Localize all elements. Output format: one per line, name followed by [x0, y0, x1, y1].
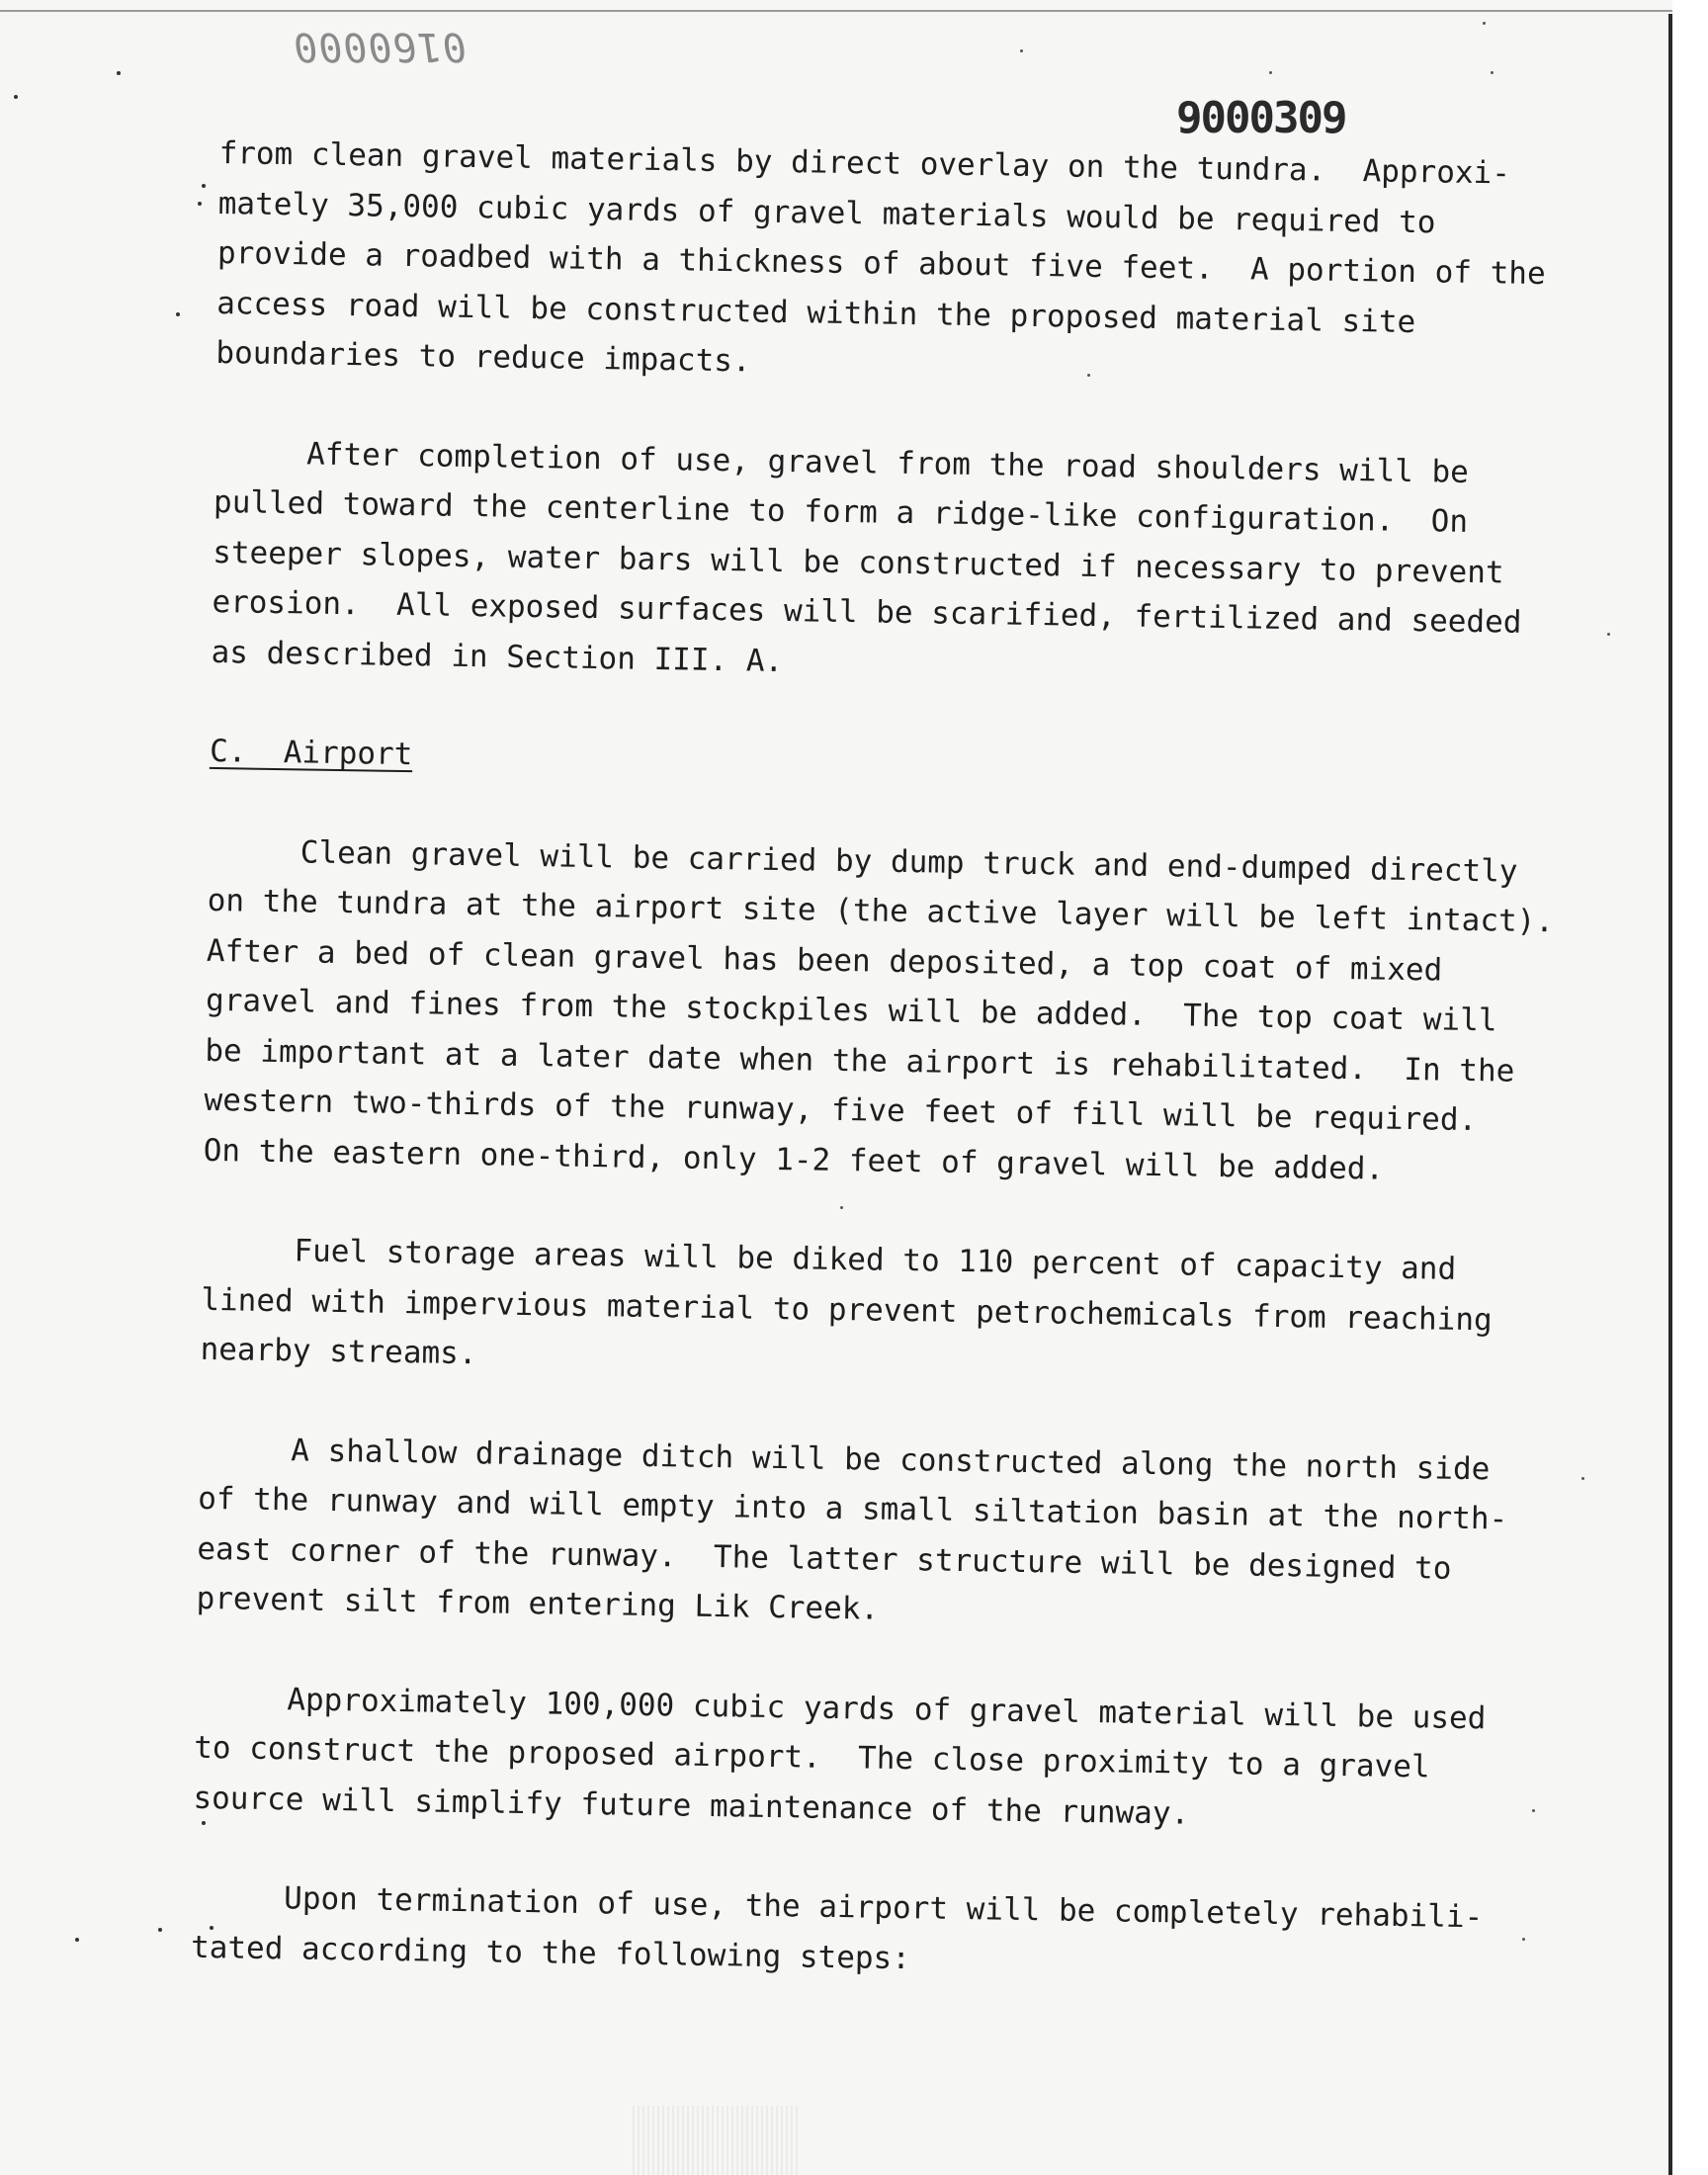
text-line: of the runway and will empty into a small siltation basin at the north-: [197, 1480, 1508, 1537]
text-line: tated according to the following steps:: [190, 1929, 911, 1976]
text-line: After completion of use, gravel from the road shoulders will be: [214, 434, 1470, 490]
scan-speck: [1581, 1477, 1584, 1480]
text-line: mately 35,000 cubic yards of gravel materials would be required to: [217, 185, 1436, 240]
termination-paragraph: [190, 1872, 1484, 1992]
text-line: access road will be constructed within the proposed material site: [215, 285, 1416, 340]
text-line: Clean gravel will be carried by dump truck and end-dumped directly: [208, 832, 1518, 890]
scan-speck: [202, 184, 206, 188]
text-line: from clean gravel materials by direct overlay on the tundra. Approxi-: [218, 134, 1511, 192]
scan-speck: [1020, 49, 1023, 52]
opening-paragraph: [215, 129, 1546, 398]
text-line: erosion. All exposed surfaces will be scarified, fertilized and seeded: [212, 583, 1522, 641]
scan-speck: [1532, 1809, 1535, 1812]
text-line: A shallow drainage ditch will be constructed along the north side: [198, 1431, 1491, 1487]
scanner-background: [1672, 0, 1708, 2175]
airport-gravel-paragraph: [203, 826, 1555, 1195]
text-line: provide a roadbed with a thickness of about five feet. A portion of the: [216, 234, 1546, 293]
text-line: on the tundra at the airport site (the active layer will be left intact).: [207, 882, 1555, 940]
scan-speck: [14, 95, 18, 99]
page-top-edge: [0, 10, 1672, 12]
text-line: lined with impervious material to prevent petrochemicals from reaching: [201, 1281, 1493, 1338]
text-line: Approximately 100,000 cubic yards of gravel material will be used: [194, 1680, 1487, 1736]
text-line: nearby streams.: [200, 1331, 477, 1372]
text-line: gravel and fines from the stockpiles will be added. The top coat will: [205, 982, 1497, 1039]
text-line: east corner of the runway. The latter structure will be designed to: [197, 1530, 1452, 1587]
text-line: boundaries to reduce impacts.: [215, 334, 751, 380]
text-line: prevent silt from entering Lik Creek.: [196, 1580, 880, 1627]
scan-speck: [1483, 22, 1486, 25]
scan-speck: [75, 1938, 79, 1942]
gravel-volume-paragraph: [193, 1673, 1487, 1843]
text-line: western two-thirds of the runway, five feet of fill will be required.: [204, 1082, 1478, 1139]
page-id-number: 9000309: [1176, 93, 1346, 143]
scan-speck: [1269, 71, 1272, 74]
scan-speck: [117, 71, 121, 75]
text-line: On the eastern one-third, only 1-2 feet of gravel will be added.: [203, 1132, 1385, 1187]
fuel-storage-paragraph: [200, 1225, 1493, 1395]
text-line: source will simplify future maintenance of the runway.: [193, 1780, 1190, 1832]
scan-speck: [1522, 1938, 1525, 1941]
text-line: be important at a later date when the airport is rehabilitated. In the: [205, 1032, 1515, 1089]
scan-speck: [176, 312, 180, 316]
text-line: pulled toward the centerline to form a ridge-like configuration. On: [213, 483, 1469, 540]
text-line: steeper slopes, water bars will be constructed if necessary to prevent: [212, 534, 1504, 590]
scan-speck: [198, 202, 202, 206]
scan-speck: [1607, 633, 1610, 636]
text-line: Fuel storage areas will be diked to 110 percent of capacity and: [201, 1231, 1457, 1287]
drainage-paragraph: [196, 1424, 1508, 1643]
scan-speck: [158, 1928, 162, 1932]
scan-streak: [633, 2106, 801, 2175]
text-line: to construct the proposed airport. The close proximity to a gravel: [193, 1729, 1430, 1785]
section-heading-text: C. Airport: [209, 733, 413, 773]
text-line: After a bed of clean gravel has been deposited, a top coat of mixed: [206, 932, 1443, 989]
faint-stamp-number: 0160000: [289, 24, 470, 69]
text-line: as described in Section III. A.: [211, 634, 784, 679]
rehabilitation-paragraph: [211, 427, 1522, 697]
scan-speck: [1491, 71, 1494, 74]
document-body: [190, 129, 1555, 1992]
text-line: Upon termination of use, the airport will be completely rehabili-: [191, 1878, 1484, 1936]
